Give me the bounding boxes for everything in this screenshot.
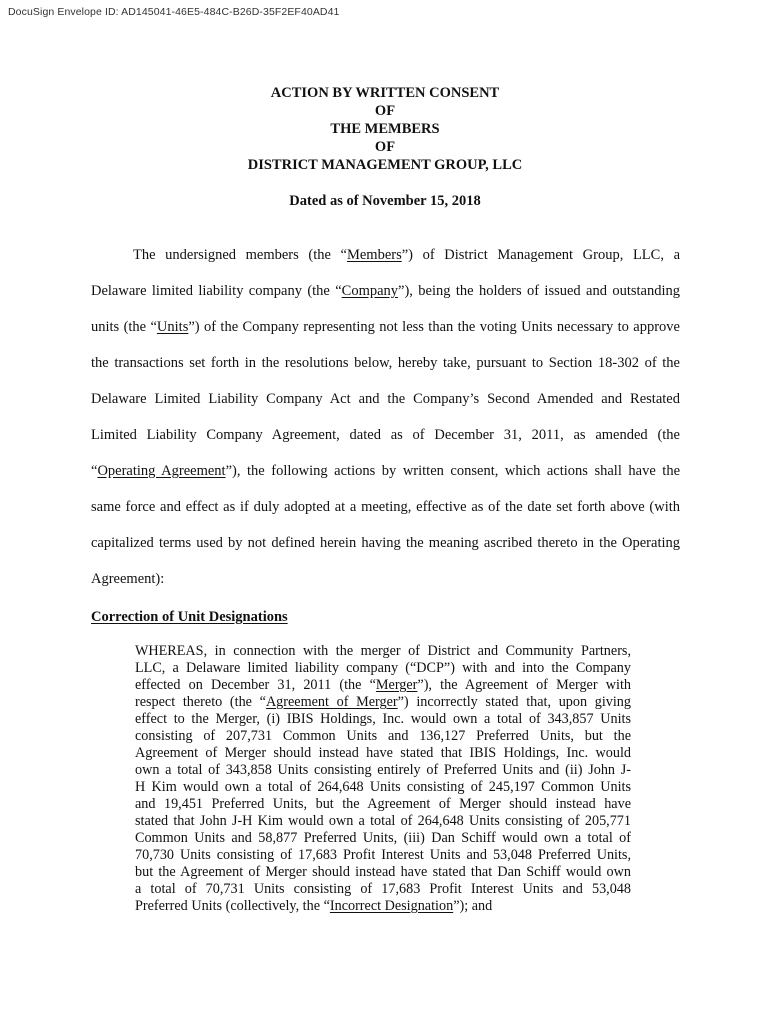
title-line-2: OF — [374, 103, 396, 119]
whereas-line — [135, 898, 631, 915]
whereas-line: but the Agreement of Merger should instead have stated that Dan Schiff would own — [135, 864, 631, 880]
defined-term-merger: Merger — [375, 677, 418, 693]
whereas-line: H Kim would own a total of 264,648 Units consisting of 245,197 Common Units — [135, 779, 631, 795]
document-title — [0, 84, 770, 174]
whereas-line: WHEREAS, in connection with the merger of District and Community Partners, — [135, 643, 631, 659]
defined-term-units: Units — [156, 319, 189, 335]
text-run: units (the “ — [91, 319, 157, 335]
text-run: Delaware limited liability company (the “ — [91, 283, 342, 299]
whereas-line: effect to the Merger, (i) IBIS Holdings, Inc. would own a total of 343,857 Units — [135, 711, 631, 727]
intro-paragraph — [91, 242, 680, 602]
title-line-3: THE MEMBERS — [330, 121, 440, 137]
intro-line: Agreement): — [91, 571, 165, 587]
text-run: respect thereto (the “ — [135, 694, 266, 710]
docusign-envelope-id: DocuSign Envelope ID: AD145041-46E5-484C-B26D-35F2EF40AD41 — [8, 6, 340, 18]
intro-line: capitalized terms used by not defined herein having the meaning ascribed thereto in the Operating — [91, 535, 680, 551]
whereas-line: consisting of 207,731 Common Units and 136,127 Preferred Units, but the — [135, 728, 631, 744]
defined-term-incorrect-designation: Incorrect Designation — [329, 898, 454, 914]
whereas-line: Agreement of Merger should instead have stated that IBIS Holdings, Inc. would — [135, 745, 631, 761]
intro-line — [91, 458, 680, 494]
title-line-5: DISTRICT MANAGEMENT GROUP, LLC — [247, 157, 523, 173]
section-heading: Correction of Unit Designations — [91, 609, 288, 625]
dated-line: Dated as of November 15, 2018 — [289, 193, 481, 209]
defined-term-agreement-of-merger: Agreement of Merger — [265, 694, 398, 710]
defined-term-company: Company — [341, 283, 399, 299]
intro-line — [91, 314, 680, 350]
whereas-line: own a total of 343,858 Units consisting entirely of Preferred Units and (ii) John J- — [135, 762, 631, 778]
intro-line: same force and effect as if duly adopted at a meeting, effective as of the date set forth above (with — [91, 499, 680, 515]
text-run: ”) incorrectly stated that, upon giving — [397, 694, 631, 710]
whereas-line — [135, 694, 631, 711]
intro-line: Limited Liability Company Agreement, dated as of December 31, 2011, as amended (the — [91, 427, 680, 443]
defined-term-operating-agreement: Operating Agreement — [97, 463, 226, 479]
text-run: The undersigned members (the “ — [133, 247, 347, 263]
intro-line: the transactions set forth in the resolutions below, hereby take, pursuant to Section 18-302 of the — [91, 355, 680, 371]
title-line-1: ACTION BY WRITTEN CONSENT — [270, 85, 500, 101]
text-run: ”), the Agreement of Merger with — [417, 677, 631, 693]
intro-line: Delaware Limited Liability Company Act and the Company’s Second Amended and Restated — [91, 391, 680, 407]
whereas-line: 70,730 Units consisting of 17,683 Profit Interest Units and 53,048 Preferred Units, — [135, 847, 631, 863]
text-run: ”), being the holders of issued and outstanding — [398, 283, 680, 299]
text-run: ”), the following actions by written consent, which actions shall have the — [225, 463, 681, 479]
text-run: ”) of District Management Group, LLC, a — [401, 247, 681, 263]
whereas-line: LLC, a Delaware limited liability company (“DCP”) with and into the Company — [135, 660, 631, 676]
whereas-line: Common Units and 58,877 Preferred Units, (iii) Dan Schiff would own a total of — [135, 830, 631, 846]
whereas-line: and 19,451 Preferred Units, but the Agreement of Merger should instead have — [135, 796, 631, 812]
text-run: effected on December 31, 2011 (the “ — [135, 677, 376, 693]
intro-line — [91, 242, 680, 278]
whereas-line: stated that John J-H Kim would own a total of 264,648 Units consisting of 205,771 — [135, 813, 631, 829]
text-run: “ — [91, 463, 98, 479]
intro-line — [91, 278, 680, 314]
whereas-line: a total of 70,731 Units consisting of 17,683 Profit Interest Units and 53,048 — [135, 881, 631, 897]
defined-term-members: Members — [346, 247, 402, 263]
title-line-4: OF — [374, 139, 396, 155]
whereas-line — [135, 677, 631, 694]
text-run: ”); and — [453, 898, 493, 914]
whereas-paragraph — [135, 643, 631, 915]
text-run: Preferred Units (collectively, the “ — [135, 898, 330, 914]
text-run: ”) of the Company representing not less than the voting Units necessary to approve — [188, 319, 680, 335]
